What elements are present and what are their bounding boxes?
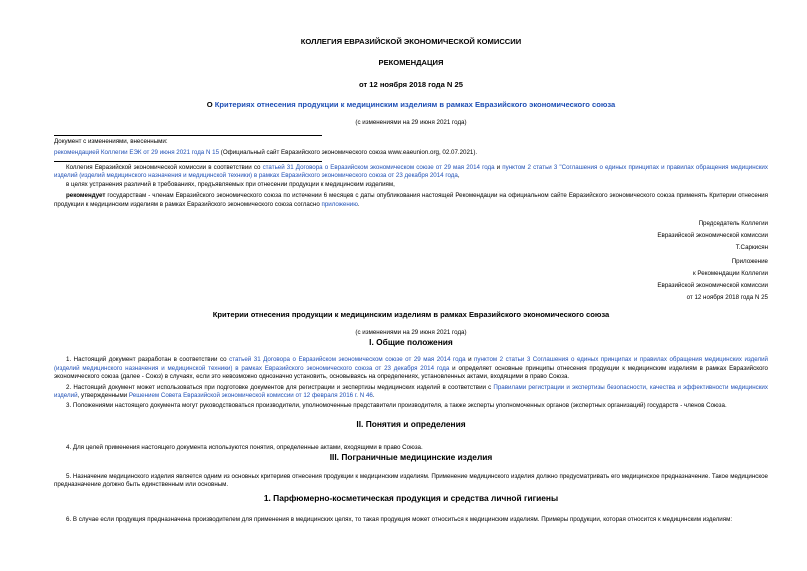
signature-block [54,218,768,254]
changes-block [54,138,768,157]
section-1-body [54,356,768,410]
doc-date: от 12 ноября 2018 года N 25 [359,79,463,89]
changes-intro: Документ с изменениями, внесенными: [54,138,168,146]
council-decision-link[interactable]: Решением Совета Евразийской экономической комиссии от 12 февраля 2016 г. N 46 [128,391,373,399]
preamble-p3 [54,192,768,209]
criteria-title: Критерии отнесения продукции к медицинским изделиям в рамках Евразийского экономического союза [212,309,610,319]
signature-name: Т.Саркисян [735,244,768,252]
preamble-text: , [457,172,460,180]
preamble-text: и [494,164,503,172]
paragraph-text: 2. Настоящий документ может использоваться при подготовке документов для регистрации и экспертизы медицинских изделий в соответствии с [66,383,494,391]
paragraph-text: и определяет основные принципы отнесения продукции к медицинским изделиям в рамках Евразийского экономического союза (далее - Союз) в случаях, если это невозможно однозначно установить, основываясь на определениях, установленных актами, входящими в право Союза. [54,364,768,381]
org-heading: КОЛЛЕГИЯ ЕВРАЗИЙСКОЙ ЭКОНОМИЧЕСКОЙ КОМИССИИ [300,37,522,46]
treaty-article-31-link[interactable]: статьей 31 Договора о Евразийском экономическом союзе от 29 мая 2014 года [229,356,466,364]
appendix-block [54,256,768,304]
registration-rules-link[interactable]: Правилами регистрации и экспертизы безопасности, качества и эффективности медицинских изделий [54,383,768,399]
signature-line: Председатель Коллегии [698,219,768,227]
separator-line-2 [54,161,322,162]
preamble-p1 [54,164,768,181]
doc-type-heading: РЕКОМЕНДАЦИЯ [378,58,444,68]
agreement-link[interactable]: пунктом 2 статьи 3 Соглашения о единых принципах и правилах обращения медицинских изделий (изделий медицинского назначения и медицинской техники) в рамках Евразийского экономического союза от 23 декабря 2014 года [54,356,768,372]
paragraph-6: 6. В случае если продукция предназначена производителем для применения в медицинских целях, то такая продукция может относиться к медицинским изделиям. Примеры продукции, которая относится к медицинским изделиям: [66,515,733,523]
paragraph-2 [54,384,768,401]
doc-title [54,100,768,110]
paragraph-text: 1. Настоящий документ разработан в соответствии со [66,356,230,364]
preamble-text: государствам - членам Евразийского экономического союза по истечении 6 месяцев с даты опубликования настоящей Рекомендации на официальном сайте Евразийского экономического союза применять Критерии отнесения продукции к медицинским изделиям в рамках Евразийского экономического союза согласно [54,192,768,208]
appendix-link[interactable]: приложению [321,200,358,208]
appendix-line: Евразийской экономической комиссии [657,282,768,290]
recommends-word: рекомендует [66,192,106,200]
paragraph-text: , утвержденными [77,391,129,399]
paragraph-4: 4. Для целей применения настоящего документа используются понятия, определенные актами, входящими в право Союза. [66,443,423,451]
appendix-line: от 12 ноября 2018 года N 25 [686,294,768,302]
changes-rest: (Официальный сайт Евразийского экономического союза www.eaeunion.org, 02.07.2021). [219,148,478,156]
paragraph-1 [54,356,768,381]
treaty-article-31-link[interactable]: статьей 31 Договора о Евразийском экономическом союзе от 29 мая 2014 года [262,164,495,172]
paragraph-text: . [372,391,375,399]
preamble-text: . [357,200,360,208]
preamble-text: Коллегия Евразийской экономической комиссии в соответствии со [66,164,263,172]
section-1-title: I. Общие положения [369,337,453,348]
doc-amended-note: (с изменениями на 29 июня 2021 года) [355,119,467,126]
changes-link[interactable]: рекомендацией Коллегии ЕЭК от 29 июня 2021 года N 15 [54,148,220,156]
separator-line [54,135,322,136]
doc-title-link[interactable]: Критериях отнесения продукции к медицинским изделиям в рамках Евразийского экономического союза [214,99,616,109]
changes-line [54,149,768,157]
document-page [54,0,768,524]
doc-title-prefix: О [206,99,215,109]
paragraph-5: 5. Назначение медицинского изделия является одним из основных критериев отнесения продукции к медицинским изделиям. Применение медицинского изделия должно предусматривать его медицинское предназначение. Такое медицинское предназначение должно быть единственным или основным. [54,472,768,489]
subsection-1-title: 1. Парфюмерно-косметическая продукция и средства личной гигиены [263,493,559,504]
appendix-line: Приложение [731,258,768,266]
appendix-line: к Рекомендации Коллегии [692,270,768,278]
paragraph-3: 3. Положениями настоящего документа могут руководствоваться производители, уполномоченные представители производителя, а также эксперты уполномоченных органов (экспертных организаций) государств - членов Союза. [66,402,727,410]
section-3-title: III. Пограничные медицинские изделия [329,452,493,463]
agreement-link[interactable]: пунктом 2 статьи 3 "Соглашения о единых принципах и правилах обращения медицинских изделий (изделий медицинского назначения и медицинской техники) в рамках Евразийского экономического союза от 23 декабря 2014 года [54,164,768,180]
preamble [54,164,768,209]
criteria-amended-note: (с изменениями на 29 июня 2021 года) [355,328,467,336]
preamble-p2: в целях устранения различий в требованиях, предъявляемых при отнесении продукции к медицинским изделиям, [66,180,395,188]
section-2-title: II. Понятия и определения [356,418,466,429]
paragraph-text: и [465,356,475,364]
signature-line: Евразийской экономической комиссии [657,231,768,239]
